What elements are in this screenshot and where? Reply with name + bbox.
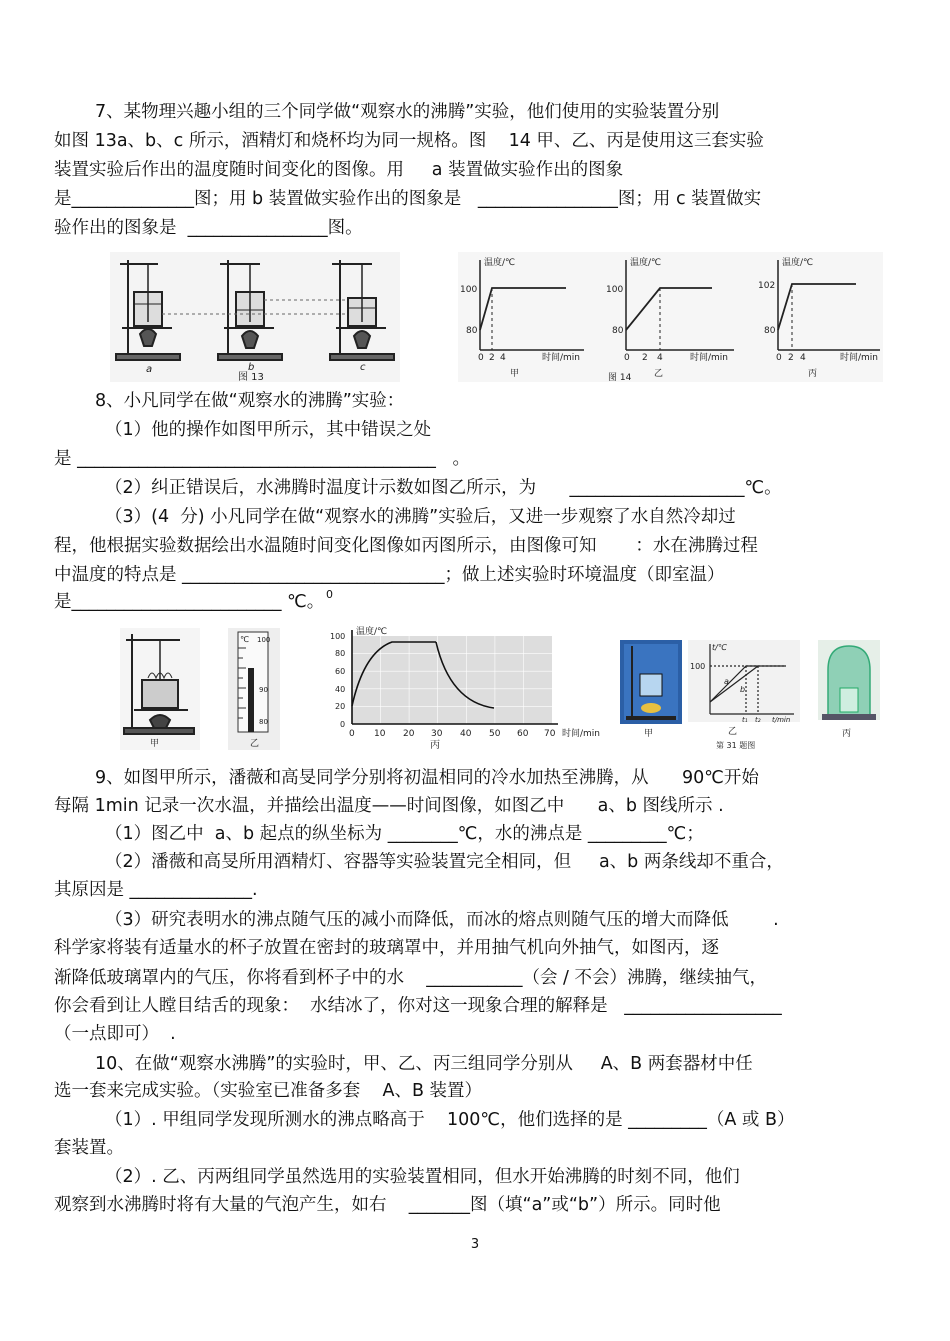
cooling-y-100: 100: [330, 632, 346, 641]
q9-line-3: （1）图乙中 a、b 起点的纵坐标为 ________℃，水的沸点是 _________℃；: [105, 824, 704, 844]
graph-bing-xlabel: 时间/min: [840, 353, 879, 363]
q7-line-1: 7、某物理兴趣小组的三个同学做“观察水的沸腾”实验，他们使用的实验装置分别: [95, 102, 720, 122]
q9-graph-ylabel: t/℃: [712, 643, 727, 652]
q9-figure-heating-photo: [620, 640, 682, 740]
q8-line-3: 是 _________________________________________ 。: [54, 449, 471, 469]
q8-figure-thermometer: [228, 628, 280, 750]
q9-figure-label-jia: 甲: [644, 729, 654, 739]
q10-line-5: （2）. 乙、丙两组同学虽然选用的实验装置相同，但水开始沸腾的时刻不同，他们: [105, 1167, 740, 1187]
cooling-x-30: 30: [431, 729, 443, 739]
q9-figure-label-bing: 丙: [842, 729, 852, 739]
graph-yi-name: 乙: [654, 369, 664, 379]
q9-graph-t2: t₂: [755, 716, 761, 724]
q10-line-4: 套装置。: [54, 1138, 124, 1158]
label-b: b: [248, 362, 255, 373]
graph-jia-x0: 0: [478, 353, 484, 363]
q9-line-1: 9、如图甲所示，潘薇和高旻同学分别将初温相同的冷水加热至沸腾，从 90℃开始: [95, 768, 759, 788]
q9-graph-curve-b: b: [740, 685, 746, 694]
thermometer-tick-90: 90: [259, 686, 268, 694]
q8-line-1: 8、小凡同学在做“观察水的沸腾”实验：: [95, 391, 405, 411]
graph-bing-x0: 0: [776, 353, 782, 363]
cooling-y-20: 20: [335, 702, 346, 711]
q10-line-1: 10、在做“观察水沸腾”的实验时，甲、乙、丙三组同学分别从 A、B 两套器材中任: [95, 1054, 753, 1074]
cooling-y-60: 60: [335, 667, 346, 676]
thermometer-tick-80: 80: [259, 718, 268, 726]
q8-figure-cooling-graph: [326, 624, 606, 752]
graph-yi-ylabel: 温度/℃: [630, 258, 662, 268]
graph-jia-ylow: 80: [466, 326, 478, 336]
cooling-y-80: 80: [335, 649, 346, 658]
thermometer-unit: ℃: [240, 635, 249, 644]
q9-graph-y100: 100: [690, 662, 706, 671]
graph-yi-x4: 4: [657, 353, 663, 363]
q10-line-6: 观察到水沸腾时将有大量的气泡产生，如右 _______图（填“a”或“b”）所示。同时他: [54, 1195, 721, 1215]
cooling-x-60: 60: [517, 729, 529, 739]
graph-yi-x2: 2: [642, 353, 648, 363]
page-number: 3: [470, 1237, 480, 1252]
q8-figure-label-jia: 甲: [150, 739, 160, 749]
q8-line-8-superscript: 0: [326, 588, 333, 601]
cooling-x-50: 50: [489, 729, 501, 739]
graph-jia-x2: 2: [489, 353, 495, 363]
q9-line-5: 其原因是 ______________.: [54, 880, 258, 900]
q8-figure-label-yi: 乙: [250, 739, 260, 749]
q7-line-5: 验作出的图象是 ________________图。: [54, 218, 363, 238]
q7-line-2: 如图 13a、b、c 所示，酒精灯和烧杯均为同一规格。图 14 甲、乙、丙是使用这三套实验: [54, 131, 764, 151]
graph-yi-xlabel: 时间/min: [690, 353, 729, 363]
q7-line-3: 装置实验后作出的温度随时间变化的图像。用 a 装置做实验作出的图象: [54, 160, 624, 180]
q9-line-6: （3）研究表明水的沸点随气压的减小而降低，而冰的熔点则随气压的增大而降低 .: [105, 910, 779, 930]
q8-line-7: 中温度的特点是 ______________________________；做上述实验时环境温度（即室温）: [54, 565, 725, 585]
figure-14-graphs: [458, 252, 883, 382]
q9-figure-bell-jar: [818, 640, 880, 740]
q7-line-4: 是______________图；用 b 装置做实验作出的图象是 ________________图；用 c 装置做实: [54, 189, 762, 209]
cooling-x-70: 70: [544, 729, 556, 739]
graph-yi-x0: 0: [624, 353, 630, 363]
q9-line-10: （一点即可） .: [54, 1024, 176, 1044]
figure-13-caption: 图 13: [238, 372, 264, 382]
q9-line-4: （2）潘薇和高旻所用酒精灯、容器等实验装置完全相同，但 a、b 两条线却不重合，: [105, 852, 784, 872]
q9-figure-label-yi: 乙: [728, 727, 738, 737]
q9-figure-caption: 第 31 题图: [716, 741, 756, 750]
q8-line-4: （2）纠正错误后，水沸腾时温度计示数如图乙所示，为 ____________________℃。: [105, 478, 782, 498]
graph-bing-x2: 2: [788, 353, 794, 363]
q9-line-7: 科学家将装有适量水的杯子放置在密封的玻璃罩中，并用抽气机向外抽气，如图丙，逐: [54, 938, 719, 958]
cooling-x-40: 40: [460, 729, 472, 739]
graph-bing-ylabel: 温度/℃: [782, 258, 814, 268]
cooling-y-0: 0: [340, 720, 346, 729]
graph-bing-x4: 4: [800, 353, 806, 363]
graph-bing-name: 丙: [808, 369, 818, 379]
q8-figure-apparatus: [120, 628, 200, 750]
q9-graph-curve-a: a: [724, 677, 729, 686]
graph-jia-name: 甲: [510, 369, 520, 379]
q8-line-8: [54, 588, 333, 614]
q9-line-8: 渐降低玻璃罩内的气压，你将看到杯子中的水 ___________（会 / 不会）沸腾，继续抽气，: [54, 968, 768, 988]
graph-bing-ylow: 80: [764, 326, 776, 336]
q9-figure-graph: [688, 640, 800, 754]
label-c: c: [360, 362, 366, 373]
cooling-graph-ylabel: 温度/℃: [356, 627, 388, 637]
cooling-y-40: 40: [335, 685, 346, 694]
figure-14-caption: 图 14: [608, 373, 632, 382]
q8-line-6: 程，他根据实验数据绘出水温随时间变化图像如丙图所示，由图像可知 ：水在沸腾过程: [54, 536, 758, 556]
q10-line-2: 选一套来完成实验。（实验室已准备多套 A、B 装置）: [54, 1081, 483, 1101]
graph-bing-ytop: 102: [758, 281, 776, 291]
graph-jia-x4: 4: [500, 353, 506, 363]
q10-line-3: （1）. 甲组同学发现所测水的沸点略高于 100℃，他们选择的是 _________（A 或 B）: [105, 1110, 795, 1130]
cooling-x-20: 20: [403, 729, 415, 739]
q8-line-2: （1）他的操作如图甲所示，其中错误之处: [105, 420, 432, 440]
q9-line-2: 每隔 1min 记录一次水温，并描绘出温度——时间图像，如图乙中 a、b 图线所示 .: [54, 796, 724, 816]
graph-jia-ytop: 100: [460, 285, 478, 295]
q9-graph-t1: t₁: [742, 716, 748, 724]
label-a: a: [146, 364, 153, 375]
q8-line-8-text: 是________________________ ℃。: [54, 592, 325, 612]
cooling-x-0: 0: [349, 729, 355, 739]
graph-yi-ytop: 100: [606, 285, 624, 295]
thermometer-tick-100: 100: [257, 636, 271, 644]
q8-line-5: （3）(4 分) 小凡同学在做“观察水的沸腾”实验后，又进一步观察了水自然冷却过: [105, 507, 736, 527]
q9-graph-xlabel: t/min: [772, 716, 791, 724]
q9-line-9: 你会看到让人瞠目结舌的现象： 水结冰了，你对这一现象合理的解释是 __________________: [54, 996, 782, 1016]
q8-figure-label-bing: 丙: [430, 740, 440, 751]
cooling-x-10: 10: [374, 729, 386, 739]
figure-13-apparatus: [110, 252, 400, 382]
graph-jia-ylabel: 温度/℃: [484, 258, 516, 268]
graph-yi-ylow: 80: [612, 326, 624, 336]
cooling-graph-xlabel: 时间/min: [562, 729, 601, 739]
graph-jia-xlabel: 时间/min: [542, 353, 581, 363]
